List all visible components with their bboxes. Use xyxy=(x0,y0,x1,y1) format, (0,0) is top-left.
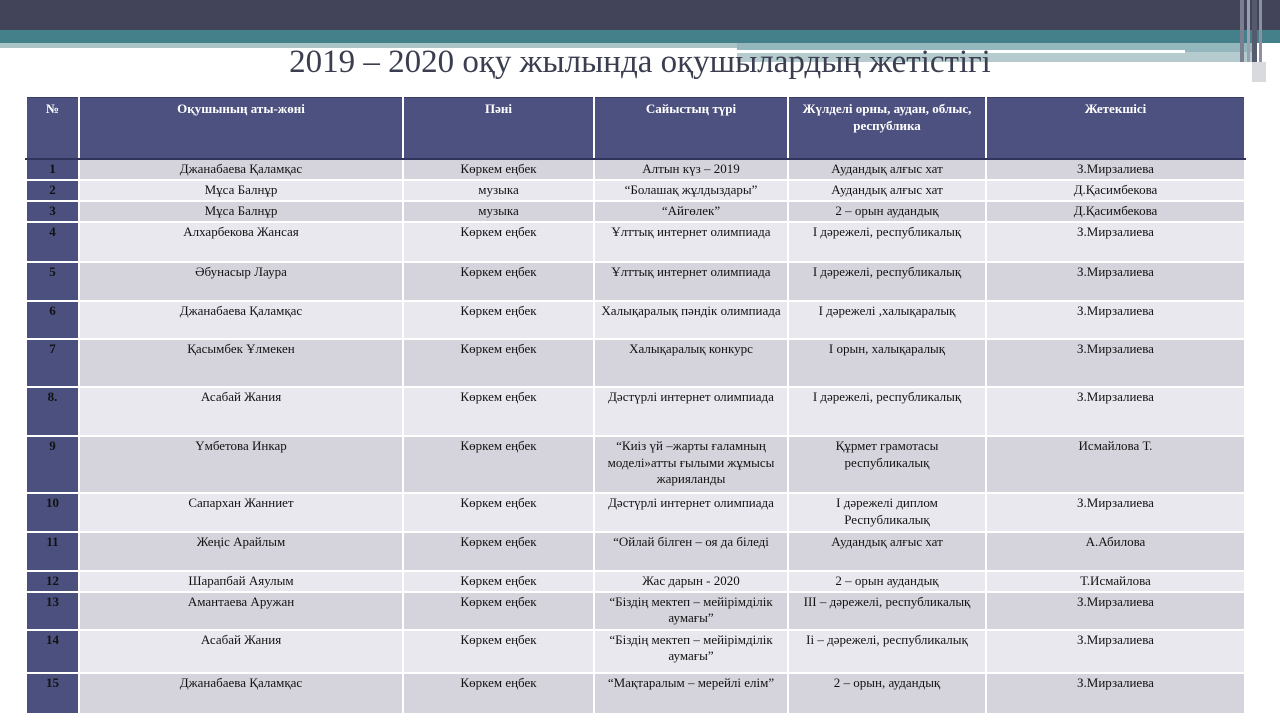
table-row xyxy=(26,571,1245,592)
contest-type-cell: Дәстүрлі интернет олимпиада xyxy=(594,493,788,532)
contest-type-cell: Халықаралық пәндік олимпиада xyxy=(594,301,788,339)
subject-cell: Көркем еңбек xyxy=(403,159,594,180)
table-row xyxy=(26,387,1245,436)
supervisor-cell: Т.Исмайлова xyxy=(986,571,1245,592)
table-row xyxy=(26,339,1245,387)
student-name-cell: Үмбетова Инкар xyxy=(79,436,403,493)
contest-type-cell: “Болашақ жұлдыздары” xyxy=(594,180,788,201)
row-number-cell: 3 xyxy=(26,201,79,222)
student-name-cell: Джанабаева Қаламқас xyxy=(79,673,403,714)
col-header-subject: Пәні xyxy=(403,98,594,160)
table-row xyxy=(26,180,1245,201)
top-bar xyxy=(0,0,1280,30)
supervisor-cell: З.Мирзалиева xyxy=(986,222,1245,262)
prize-place-cell: І орын, халықаралық xyxy=(788,339,986,387)
student-name-cell: Мұса Балнұр xyxy=(79,201,403,222)
subject-cell: Көркем еңбек xyxy=(403,222,594,262)
supervisor-cell: З.Мирзалиева xyxy=(986,339,1245,387)
table-row xyxy=(26,493,1245,532)
row-number-cell: 13 xyxy=(26,592,79,630)
supervisor-cell: А.Абилова xyxy=(986,532,1245,571)
supervisor-cell: З.Мирзалиева xyxy=(986,673,1245,714)
contest-type-cell: Дәстүрлі интернет олимпиада xyxy=(594,387,788,436)
student-name-cell: Алхарбекова Жансая xyxy=(79,222,403,262)
prize-place-cell: І дәрежелі, республикалық xyxy=(788,387,986,436)
row-number-cell: 9 xyxy=(26,436,79,493)
prize-place-cell: 2 – орын, аудандық xyxy=(788,673,986,714)
student-name-cell: Асабай Жания xyxy=(79,630,403,673)
student-name-cell: Жеңіс Арайлым xyxy=(79,532,403,571)
student-name-cell: Асабай Жания xyxy=(79,387,403,436)
subject-cell: Көркем еңбек xyxy=(403,387,594,436)
table-row xyxy=(26,630,1245,673)
slide-title: 2019 – 2020 оқу жылында оқушылардың жетістігі xyxy=(289,44,991,80)
subject-cell: Көркем еңбек xyxy=(403,630,594,673)
row-number-cell: 5 xyxy=(26,262,79,301)
prize-place-cell: Құрмет грамотасы республикалық xyxy=(788,436,986,493)
row-number-cell: 12 xyxy=(26,571,79,592)
contest-type-cell: “Мақтаралым – мерейлі елім” xyxy=(594,673,788,714)
prize-place-cell: Аудандық алғыс хат xyxy=(788,180,986,201)
student-name-cell: Қасымбек Ұлмекен xyxy=(79,339,403,387)
contest-type-cell: “Ойлай білген – оя да біледі xyxy=(594,532,788,571)
col-header-prize-place: Жүлделі орны, аудан, облыс, республика xyxy=(788,98,986,160)
supervisor-cell: Исмайлова Т. xyxy=(986,436,1245,493)
prize-place-cell: Іі – дәрежелі, республикалық xyxy=(788,630,986,673)
subject-cell: Көркем еңбек xyxy=(403,592,594,630)
table-row xyxy=(26,436,1245,493)
prize-place-cell: 2 – орын аудандық xyxy=(788,571,986,592)
row-number-cell: 10 xyxy=(26,493,79,532)
table-row xyxy=(26,262,1245,301)
prize-place-cell: 2 – орын аудандық xyxy=(788,201,986,222)
col-header-number: № xyxy=(26,98,79,160)
supervisor-cell: З.Мирзалиева xyxy=(986,159,1245,180)
table-row xyxy=(26,222,1245,262)
prize-place-cell: І дәрежелі, республикалық xyxy=(788,222,986,262)
supervisor-cell: З.Мирзалиева xyxy=(986,301,1245,339)
contest-type-cell: Жас дарын - 2020 xyxy=(594,571,788,592)
table-row xyxy=(26,201,1245,222)
table-row xyxy=(26,301,1245,339)
col-header-supervisor: Жетекшісі xyxy=(986,98,1245,160)
table-row xyxy=(26,592,1245,630)
achievements-table xyxy=(25,97,1246,715)
supervisor-cell: Д.Қасимбекова xyxy=(986,180,1245,201)
prize-place-cell: Аудандық алғыс хат xyxy=(788,532,986,571)
table-row xyxy=(26,532,1245,571)
row-number-cell: 6 xyxy=(26,301,79,339)
prize-place-cell: ІІІ – дәрежелі, республикалық xyxy=(788,592,986,630)
contest-type-cell: Ұлттық интернет олимпиада xyxy=(594,262,788,301)
student-name-cell: Джанабаева Қаламқас xyxy=(79,301,403,339)
row-number-cell: 2 xyxy=(26,180,79,201)
subject-cell: Көркем еңбек xyxy=(403,262,594,301)
row-number-cell: 8. xyxy=(26,387,79,436)
row-number-cell: 14 xyxy=(26,630,79,673)
contest-type-cell: Ұлттық интернет олимпиада xyxy=(594,222,788,262)
contest-type-cell: “Киіз үй –жарты ғаламның моделі»атты ғылыми жұмысы жарияланды xyxy=(594,436,788,493)
col-header-contest-type: Сайыстың түрі xyxy=(594,98,788,160)
student-name-cell: Сапархан Жанниет xyxy=(79,493,403,532)
prize-place-cell: І дәрежелі диплом Республикалық xyxy=(788,493,986,532)
table-row xyxy=(26,673,1245,714)
subject-cell: музыка xyxy=(403,201,594,222)
subject-cell: Көркем еңбек xyxy=(403,673,594,714)
header-row xyxy=(26,98,1245,160)
subject-cell: Көркем еңбек xyxy=(403,571,594,592)
subject-cell: Көркем еңбек xyxy=(403,301,594,339)
prize-place-cell: І дәрежелі ,халықаралық xyxy=(788,301,986,339)
row-number-cell: 7 xyxy=(26,339,79,387)
student-name-cell: Джанабаева Қаламқас xyxy=(79,159,403,180)
subject-cell: Көркем еңбек xyxy=(403,493,594,532)
student-name-cell: Мұса Балнұр xyxy=(79,180,403,201)
supervisor-cell: З.Мирзалиева xyxy=(986,630,1245,673)
row-number-cell: 4 xyxy=(26,222,79,262)
prize-place-cell: І дәрежелі, республикалық xyxy=(788,262,986,301)
supervisor-cell: Д.Қасимбекова xyxy=(986,201,1245,222)
student-name-cell: Шарапбай Аяулым xyxy=(79,571,403,592)
supervisor-cell: З.Мирзалиева xyxy=(986,493,1245,532)
subject-cell: Көркем еңбек xyxy=(403,532,594,571)
subject-cell: Көркем еңбек xyxy=(403,339,594,387)
contest-type-cell: Халықаралық конкурс xyxy=(594,339,788,387)
supervisor-cell: З.Мирзалиева xyxy=(986,592,1245,630)
row-number-cell: 15 xyxy=(26,673,79,714)
supervisor-cell: З.Мирзалиева xyxy=(986,387,1245,436)
table-row xyxy=(26,159,1245,180)
row-number-cell: 1 xyxy=(26,159,79,180)
student-name-cell: Әбунасыр Лаура xyxy=(79,262,403,301)
contest-type-cell: “Айгөлек” xyxy=(594,201,788,222)
contest-type-cell: Алтын күз – 2019 xyxy=(594,159,788,180)
prize-place-cell: Аудандық алғыс хат xyxy=(788,159,986,180)
teal-accent-bar xyxy=(0,30,1280,43)
supervisor-cell: З.Мирзалиева xyxy=(986,262,1245,301)
contest-type-cell: “Біздің мектеп – мейірімділік аумағы” xyxy=(594,630,788,673)
student-name-cell: Амантаева Аружан xyxy=(79,592,403,630)
row-number-cell: 11 xyxy=(26,532,79,571)
subject-cell: музыка xyxy=(403,180,594,201)
col-header-student-name: Оқушының аты-жөні xyxy=(79,98,403,160)
contest-type-cell: “Біздің мектеп – мейірімділік аумағы” xyxy=(594,592,788,630)
subject-cell: Көркем еңбек xyxy=(403,436,594,493)
